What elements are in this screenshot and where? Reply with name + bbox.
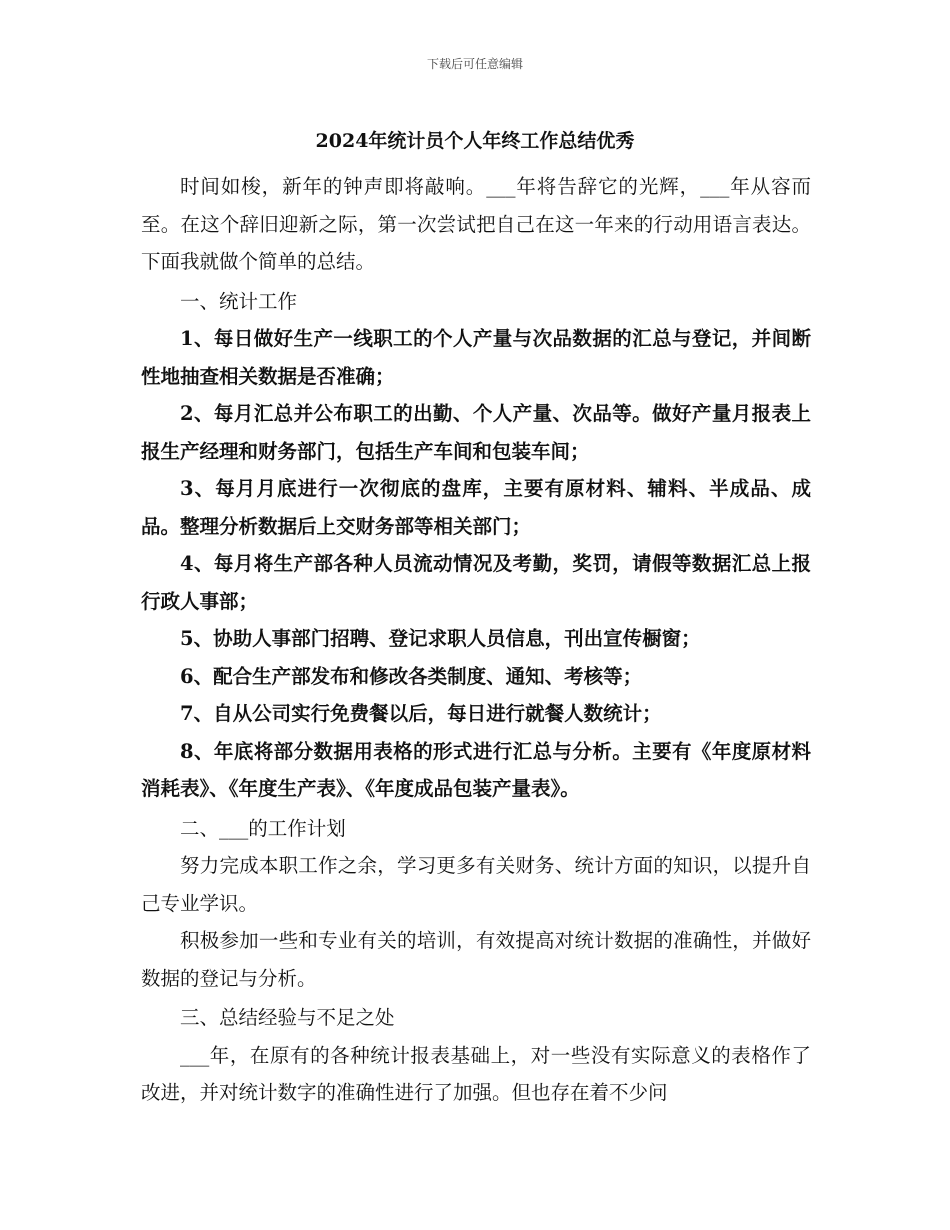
section-heading-summary: 三、总结经验与不足之处 [180,1006,395,1029]
list-item: 3、每月月底进行一次彻底的盘库，主要有原材料、辅料、半成品、成品。整理分析数据后上交财务部等相关部门； [141,477,811,538]
list-item: 5、协助人事部门招聘、登记求职人员信息，刊出宣传橱窗； [180,627,701,650]
list-item: 4、每月将生产部各种人员流动情况及考勤，奖罚，请假等数据汇总上报行政人事部； [141,552,811,613]
section-heading-statistics: 一、统计工作 [180,289,298,313]
document-title: 2024年统计员个人年终工作总结优秀 [315,130,635,152]
list-item: 6、配合生产部发布和修改各类制度、通知、考核等； [180,664,643,688]
plan-paragraph: 积极参加一些和专业有关的培训，有效提高对统计数据的准确性，并做好数据的登记与分析。 [141,929,811,990]
list-item: 7、自从公司实行免费餐以后，每日进行就餐人数统计； [180,702,662,725]
summary-paragraph: ___年，在原有的各种统计报表基础上，对一些没有实际意义的表格作了改进，并对统计数字的准确性进行了加强。但也存在着不少问 [141,1043,811,1104]
list-item: 8、年底将部分数据用表格的形式进行汇总与分析。主要有《年度原材料消耗表》、《年度生产表》、《年度成品包装产量表》。 [141,739,811,800]
section-heading-plan: 二、___的工作计划 [180,816,346,840]
plan-paragraph: 努力完成本职工作之余，学习更多有关财务、统计方面的知识，以提升自己专业学识。 [141,854,811,915]
document-body [141,168,811,1112]
list-item: 2、每月汇总并公布职工的出勤、个人产量、次品等。做好产量月报表上报生产经理和财务部门，包括生产车间和包装车间； [141,402,811,463]
intro-paragraph: 时间如梭，新年的钟声即将敲响。___年将告辞它的光辉，___年从容而至。在这个辞旧迎新之际，第一次尝试把自己在这一年来的行动用语言表达。下面我就做个简单的总结。 [141,175,811,273]
list-item: 1、每日做好生产一线职工的个人产量与次品数据的汇总与登记，并间断性地抽查相关数据是否准确； [141,327,811,388]
header-note: 下载后可任意编辑 [426,57,523,71]
